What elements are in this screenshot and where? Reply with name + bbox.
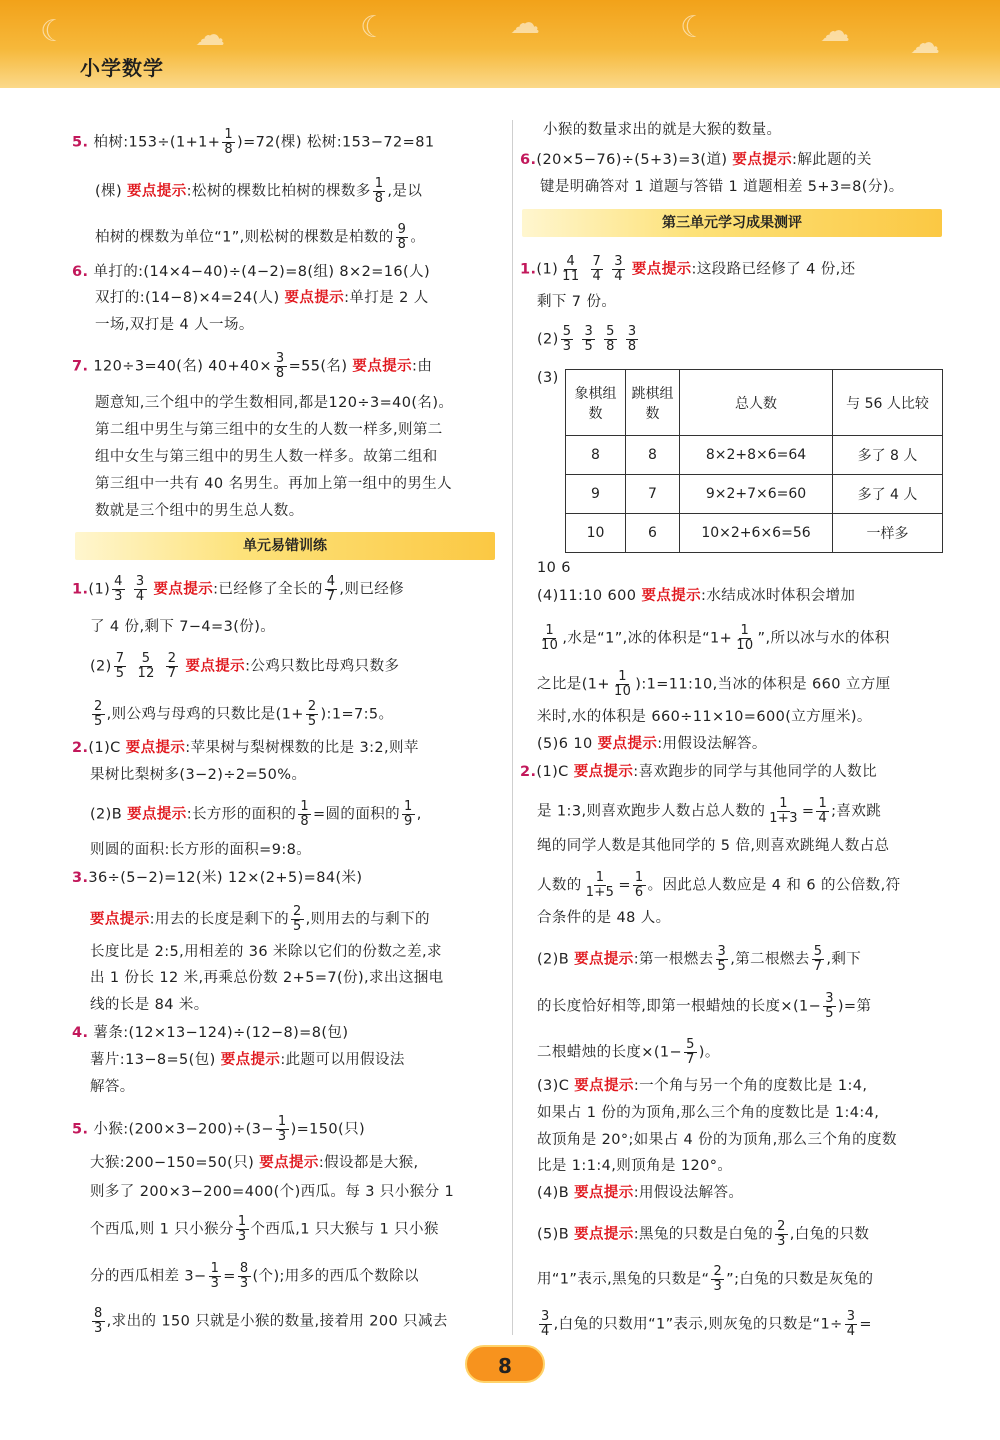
page-number: 8	[465, 1345, 545, 1383]
q7-line3: 第二组中男生与第三组中的女生的人数一样多,则第二	[95, 422, 443, 438]
e5-line6: $\frac{8}{3}$ ,求出的 150 只就是小猴的数量,接着用 200 只减去	[94, 1306, 448, 1336]
t1-line6: (4)11:10 600 要点提示:水结成冰时体积会增加	[537, 588, 856, 604]
t2-line6: (2)B 要点提示:第一根燃去 $\frac{3}{5}$ ,第二根燃去 $\frac{5}{7}$ ,剩下	[537, 944, 862, 974]
t2-line12: 比是 1:1:4,则顶角是 120°。	[537, 1158, 733, 1174]
table-row	[566, 436, 943, 475]
table-cell: 9	[566, 475, 626, 514]
q7-line4: 组中女生与第三组中的男生人数一样多。故第二组和	[95, 449, 438, 465]
t2-line7: 的长度恰好相等,即第一根蜡烛的长度×(1− $\frac{3}{5}$ )=第	[537, 991, 872, 1021]
q6-line1: 6. 单打的:(14×4−40)÷(4−2)=8(组) 8×2=16(人)	[72, 264, 431, 280]
table-cell: 9×2+7×6=60	[680, 475, 833, 514]
table-cell: 8	[566, 436, 626, 475]
column-divider	[512, 120, 513, 1335]
e4-line1: 4. 薯条:(12×13−124)÷(12−8)=8(包)	[72, 1025, 349, 1041]
t2-line9: (3)C 要点提示:一个角与另一个角的度数比是 1:4,	[537, 1078, 868, 1094]
table-cell: 多了 4 人	[833, 475, 943, 514]
t2-line16: $\frac{3}{4}$ ,白兔的只数用“1”表示,则灰兔的只数是“1÷ $\frac{3}{4}$ =	[541, 1309, 872, 1339]
table-header-cell: 总人数	[680, 370, 833, 436]
e1-line4: $\frac{2}{5}$ ,则公鸡与母鸡的只数比是(1+ $\frac{2}{5}$ ):1=7:5。	[94, 699, 394, 729]
e2-line2: 果树比梨树多(3−2)÷2=50%。	[90, 767, 307, 783]
table-row	[566, 475, 943, 514]
e1-line1: 1.(1) $\frac{4}{3}$ $\frac{3}{4}$ 要点提示:已经修了全长的 $\frac{4}{7}$ ,则已经修	[72, 574, 405, 604]
moon-icon: ☾	[360, 10, 387, 45]
t2-line2: 是 1:3,则喜欢跑步人数占总人数的 $\frac{1}{1+3}$ = $\frac{1}{4}$ ;喜欢跳	[537, 796, 882, 826]
t2-line15: 用“1”表示,黑兔的只数是“ $\frac{2}{3}$ ”;白兔的只数是灰兔的	[537, 1264, 874, 1294]
t2-line10: 如果占 1 份的为顶角,那么三个角的度数比是 1:4:4,	[537, 1105, 880, 1121]
table-cell: 6	[626, 514, 680, 553]
t1-line8: 之比是(1+ $\frac{1}{10}$ ):1=11:10,当冰的体积是 660 立方厘	[537, 669, 891, 699]
t2-line11: 故顶角是 20°;如果占 4 份的为顶角,那么三个角的度数	[537, 1132, 897, 1148]
e2-line4: 则圆的面积:长方形的面积=9:8。	[90, 842, 312, 858]
t2-line14: (5)B 要点提示:黑兔的只数是白兔的 $\frac{2}{3}$ ,白兔的只数	[537, 1219, 870, 1249]
e4-line3: 解答。	[90, 1079, 135, 1095]
subject-title: 小学数学	[80, 56, 164, 80]
t2-line4: 人数的 $\frac{1}{1+5}$ = $\frac{1}{6}$ 。因此总人数应是 4 和 6 的公倍数,符	[537, 870, 901, 900]
t1-line10: (5)6 10 要点提示:用假设法解答。	[537, 736, 767, 752]
r6-line1: 6.(20×5−76)÷(5+3)=3(道) 要点提示:解此题的关	[520, 152, 872, 168]
cloud-icon: ☁	[910, 26, 940, 61]
e3-line3: 长度比是 2:5,用相差的 36 米除以它们的份数之差,求	[90, 944, 442, 960]
table-header-cell: 与 56 人比较	[833, 370, 943, 436]
table-header-cell: 象棋组数	[566, 370, 626, 436]
q6-line3: 一场,双打是 4 人一场。	[95, 317, 254, 333]
table-cell: 8×2+8×6=64	[680, 436, 833, 475]
table-header-cell: 跳棋组数	[626, 370, 680, 436]
table-cell: 7	[626, 475, 680, 514]
t2-line1: 2.(1)C 要点提示:喜欢跑步的同学与其他同学的人数比	[520, 764, 877, 780]
table-cell: 10×2+6×6=56	[680, 514, 833, 553]
e3-line1: 3.36÷(5−2)=12(米) 12×(2+5)=84(米)	[72, 870, 363, 886]
q6-line2: 双打的:(14−8)×4=24(人) 要点提示:单打是 2 人	[95, 290, 429, 306]
table-header-row	[566, 370, 943, 436]
t2-line13: (4)B 要点提示:用假设法解答。	[537, 1185, 744, 1201]
r6-line2: 键是明确答对 1 道题与答错 1 道题相差 5+3=8(分)。	[540, 179, 904, 195]
t1-line4: (3)	[537, 370, 559, 386]
cloud-icon: ☁	[195, 18, 225, 53]
q7-line5: 第三组中一共有 40 名男生。再加上第一组中的男生人	[95, 476, 453, 492]
cloud-icon: ☁	[820, 14, 850, 49]
section-header-errors: 单元易错训练	[75, 532, 495, 560]
e1-line3: (2) $\frac{7}{5}$ $\frac{5}{12}$ $\frac{2}{7}$ 要点提示:公鸡只数比母鸡只数多	[90, 651, 400, 681]
t1-line9: 米时,水的体积是 660÷11×10=600(立方厘米)。	[537, 709, 872, 725]
section-header-unit3: 第三单元学习成果测评	[522, 209, 942, 237]
table-cell: 多了 8 人	[833, 436, 943, 475]
t2-line5: 合条件的是 48 人。	[537, 910, 671, 926]
q7-line1: 7. 120÷3=40(名) 40+40× $\frac{3}{8}$ =55(名) 要点提示:由	[72, 351, 433, 381]
q5-line2: (棵) 要点提示:松树的棵数比柏树的棵数多 $\frac{1}{8}$ ,是以	[95, 176, 423, 206]
t1-line5: 10 6	[537, 560, 571, 576]
t1-line7: $\frac{1}{10}$ ,水是“1”,冰的体积是“1+ $\frac{1}{10}$ ”,所以冰与水的体积	[541, 623, 890, 653]
table-cell: 8	[626, 436, 680, 475]
table-cell: 10	[566, 514, 626, 553]
e5-line1: 5. 小猴:(200×3−200)÷(3− $\frac{1}{3}$ )=150(只)	[72, 1114, 366, 1144]
table-cell: 一样多	[833, 514, 943, 553]
t2-line3: 绳的同学人数是其他同学的 5 倍,则喜欢跳绳人数占总	[537, 838, 890, 854]
e4-line2: 薯片:13−8=5(包) 要点提示:此题可以用假设法	[90, 1052, 405, 1068]
e3-line5: 线的长是 84 米。	[90, 997, 209, 1013]
q5-line1: 5. 柏树:153÷(1+1+ $\frac{1}{8}$ )=72(棵) 松树:153−72=81	[72, 127, 435, 157]
e5-line3: 则多了 200×3−200=400(个)西瓜。每 3 只小猴分 1	[90, 1184, 455, 1200]
moon-icon: ☾	[680, 10, 707, 45]
r-line0: 小猴的数量求出的就是大猴的数量。	[543, 122, 782, 138]
e2-line3: (2)B 要点提示:长方形的面积的 $\frac{1}{8}$ =圆的面积的 $\frac{1}{9}$ ,	[90, 799, 422, 829]
q7-line6: 数就是三个组中的男生总人数。	[95, 503, 304, 519]
t1-line1: 1.(1) $\frac{4}{11}$ $\frac{7}{4}$ $\frac{3}{4}$ 要点提示:这段路已经修了 4 份,还	[520, 254, 856, 284]
e3-line2: 要点提示:用去的长度是剩下的 $\frac{2}{5}$ ,则用去的与剩下的	[90, 904, 430, 934]
cloud-icon: ☁	[510, 6, 540, 41]
t2-line8: 二根蜡烛的长度×(1− $\frac{5}{7}$ )。	[537, 1037, 720, 1067]
q5-line3: 柏树的棵数为单位“1”,则松树的棵数是柏数的 $\frac{9}{8}$ 。	[95, 222, 426, 252]
t1-line2: 剩下 7 份。	[537, 294, 617, 310]
e5-line2: 大猴:200−150=50(只) 要点提示:假设都是大猴,	[90, 1155, 419, 1171]
e2-line1: 2.(1)C 要点提示:苹果树与梨树棵数的比是 3:2,则苹	[72, 740, 419, 756]
e5-line5: 分的西瓜相差 3− $\frac{1}{3}$ = $\frac{8}{3}$ (个);用多的西瓜个数除以	[90, 1261, 419, 1291]
moon-icon: ☾	[40, 14, 67, 49]
e5-line4: 个西瓜,则 1 只小猴分 $\frac{1}{3}$ 个西瓜,1 只大猴与 1 只小猴	[90, 1214, 439, 1244]
comparison-table	[565, 369, 943, 553]
q7-line2: 题意知,三个组中的学生数相同,都是120÷3=40(名)。	[95, 395, 454, 411]
e1-line2: 了 4 份,剩下 7−4=3(份)。	[90, 619, 276, 635]
table-row	[566, 514, 943, 553]
e3-line4: 出 1 份长 12 米,再乘总份数 2+5=7(份),求出这捆电	[90, 970, 444, 986]
t1-line3: (2) $\frac{5}{3}$ $\frac{3}{5}$ $\frac{5}{8}$ $\frac{3}{8}$	[537, 324, 637, 354]
